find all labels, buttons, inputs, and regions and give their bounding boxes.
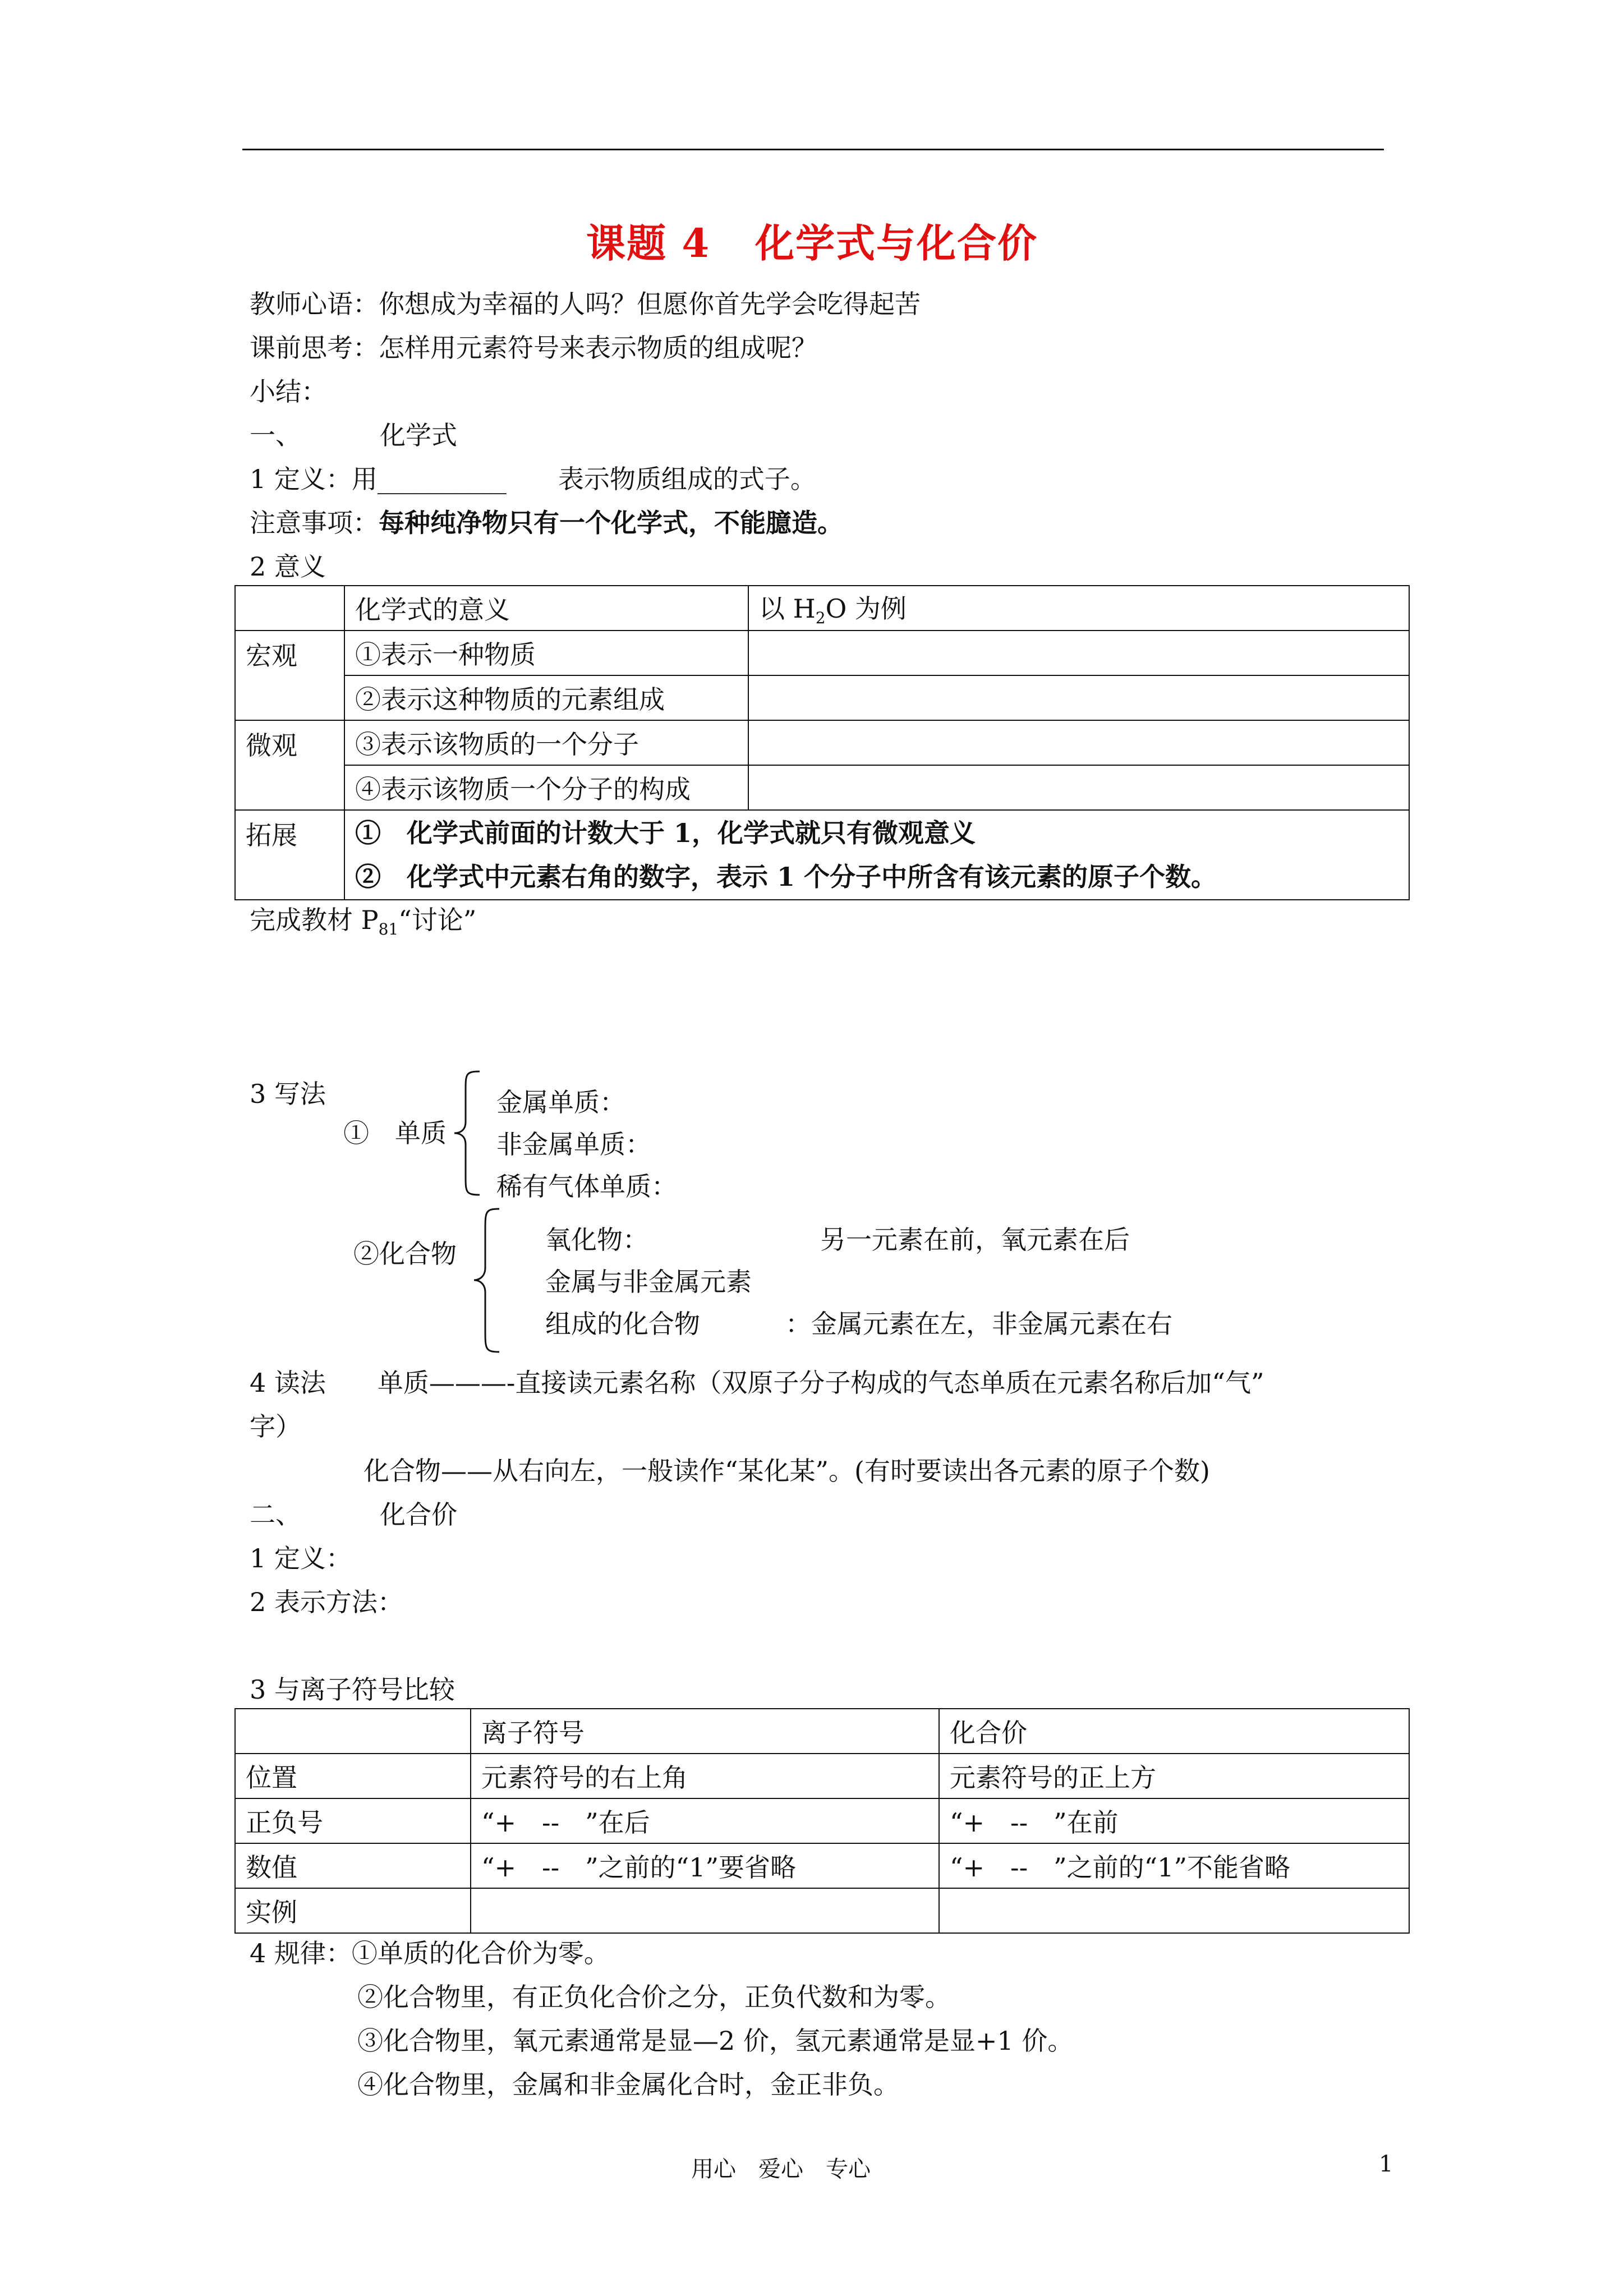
- reading-line-2: 化合物——从右向左，一般读作“某化某”。(有时要读出各元素的原子个数): [364, 1456, 1210, 1486]
- table-cell: ④表示该物质一个分子的构成: [344, 765, 748, 810]
- table-cell: [939, 1888, 1409, 1933]
- table-header-row: [235, 1709, 1409, 1754]
- table-cell: 位置: [235, 1754, 471, 1798]
- comp-item: 组成的化合物: [545, 1309, 700, 1339]
- brace-elem: [452, 1069, 485, 1198]
- ext-item-1: ① 化学式前面的计数大于 1，化学式就只有微观意义: [355, 818, 976, 848]
- comp-rule-2: ：金属元素在左，非金属元素在右: [785, 1309, 1172, 1339]
- table-row: [235, 1798, 1409, 1843]
- rules-line-1: [250, 1936, 610, 1970]
- table-row: [235, 675, 1409, 720]
- section2-num: 二、: [250, 1499, 301, 1530]
- table-cell: ③表示该物质的一个分子: [344, 720, 748, 765]
- table-header-cell: 化学式的意义: [344, 586, 748, 631]
- table-row: [235, 810, 1409, 900]
- brace-comp: [471, 1206, 505, 1355]
- table-row: [235, 1843, 1409, 1888]
- table-cell: 数值: [235, 1843, 471, 1888]
- note-label: 注意事项：: [250, 508, 379, 538]
- table-header-cell: 离子符号: [471, 1709, 939, 1754]
- section1-title: 化学式: [380, 420, 457, 450]
- table-header-row: [235, 586, 1409, 631]
- summary-label: 小结：: [250, 376, 327, 407]
- note-line: [250, 506, 843, 540]
- rules-label: 4 规律：: [250, 1938, 352, 1968]
- table-cell: [471, 1888, 939, 1933]
- table-cell: “+ -- ”之前的“1”要省略: [471, 1843, 939, 1888]
- table-row: [235, 1888, 1409, 1933]
- meaning-table: [234, 585, 1410, 900]
- table-cell: [235, 586, 344, 631]
- table-header-cell: 化合价: [939, 1709, 1409, 1754]
- rule-item: ④化合物里，金属和非金属化合时，金正非负。: [357, 2069, 899, 2100]
- section1-num: 一、: [250, 420, 301, 450]
- comp-item: 金属与非金属元素: [545, 1267, 752, 1297]
- valence-method: 2 表示方法：: [250, 1587, 403, 1617]
- table-cell: 元素符号的正上方: [939, 1754, 1409, 1798]
- header-rule: [242, 149, 1384, 150]
- page-number: 1: [1379, 2151, 1393, 2177]
- table-row: [235, 765, 1409, 810]
- ext-label-cell: 拓展: [235, 810, 344, 900]
- table-cell: [748, 765, 1409, 810]
- table-cell: 元素符号的右上角: [471, 1754, 939, 1798]
- writing-title: 3 写法: [250, 1079, 326, 1109]
- elem-label: ① 单质: [343, 1118, 447, 1148]
- table-row: [235, 720, 1409, 765]
- elem-item: 稀有气体单质：: [496, 1171, 677, 1202]
- pre-think: 课前思考：怎样用元素符号来表示物质的组成呢？: [250, 333, 817, 363]
- table-cell: ②表示这种物质的元素组成: [344, 675, 748, 720]
- comp-rule-1: 另一元素在前，氧元素在后: [820, 1225, 1130, 1255]
- table-cell: [748, 675, 1409, 720]
- title-lesson: 课题 4: [586, 220, 711, 266]
- table-cell: 正负号: [235, 1798, 471, 1843]
- section1-heading: [250, 418, 457, 452]
- rule-item: ①单质的化合价为零。: [351, 1938, 610, 1968]
- page-title: [0, 212, 1624, 269]
- footer-motto: 用心 爱心 专心: [691, 2156, 871, 2182]
- section2-title: 化合价: [380, 1499, 457, 1530]
- table-cell: 实例: [235, 1888, 471, 1933]
- table-cell: “+ -- ”之前的“1”不能省略: [939, 1843, 1409, 1888]
- elem-item: 非金属单质：: [496, 1129, 651, 1159]
- group-cell-micro: 微观: [235, 720, 344, 810]
- valence-definition: 1 定义：: [250, 1543, 352, 1573]
- reading-line-1: 4 读法 单质———-直接读元素名称（双原子分子构成的气态单质在元素名称后加“气”: [250, 1368, 1264, 1398]
- title-topic: 化学式与化合价: [755, 220, 1038, 266]
- table-cell: [235, 1709, 471, 1754]
- meaning-title: 2 意义: [250, 551, 326, 582]
- table-cell: ①表示一种物质: [344, 631, 748, 675]
- ext-item-2: ② 化学式中元素右角的数字，表示 1 个分子中所含有该元素的原子个数。: [355, 862, 1217, 892]
- comp-item: 氧化物：: [545, 1225, 648, 1255]
- teacher-words: 教师心语：你想成为幸福的人吗？但愿你首先学会吃得起苦: [250, 289, 921, 319]
- table-cell: [748, 720, 1409, 765]
- rule-item: ③化合物里，氧元素通常是显—2 价，氢元素通常是显+1 价。: [357, 2026, 1074, 2056]
- section2-heading: [250, 1498, 457, 1531]
- table-row: [235, 631, 1409, 675]
- table-cell: [748, 631, 1409, 675]
- rule-item: ②化合物里，有正负化合价之分，正负代数和为零。: [357, 1982, 951, 2012]
- compare-table: [234, 1708, 1410, 1934]
- table-header-cell: 以 $H_2O$ 为例: [748, 586, 1409, 631]
- compare-title: 3 与离子符号比较: [250, 1674, 455, 1705]
- reading-line-1b: 字）: [250, 1411, 301, 1442]
- ext-cell: [344, 810, 1409, 900]
- table-cell: “+ -- ”在后: [471, 1798, 939, 1843]
- comp-label: ②化合物: [353, 1239, 457, 1269]
- after-table-note: 完成教材 $P_{81}“$讨论”: [250, 905, 477, 939]
- table-row: [235, 1754, 1409, 1798]
- elem-item: 金属单质：: [496, 1087, 625, 1117]
- note-text: 每种纯净物只有一个化学式，不能臆造。: [379, 508, 843, 538]
- table-cell: “+ -- ”在前: [939, 1798, 1409, 1843]
- group-cell-macro: 宏观: [235, 631, 344, 720]
- definition-line: 1 定义：用__________ 表示物质组成的式子。: [250, 464, 816, 494]
